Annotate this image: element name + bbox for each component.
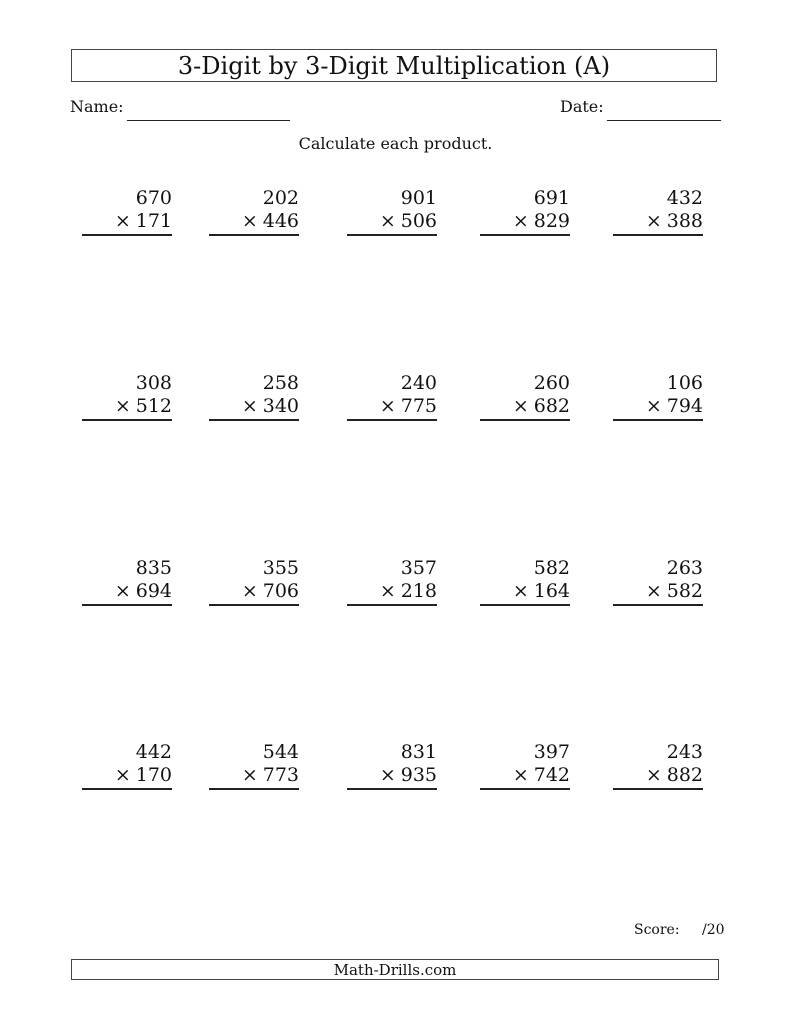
multiplier: 170 [135,764,172,786]
problem-14 [480,557,570,606]
multiplier-row [613,764,703,790]
multiplier: 218 [400,580,437,602]
multiplier: 706 [262,580,299,602]
multiplier: 446 [262,210,299,232]
times-operator: × [645,210,662,232]
problem-15 [613,557,703,606]
multiplier-row [209,395,299,421]
multiplicand: 357 [400,557,437,579]
multiplicand: 397 [533,741,570,763]
times-operator: × [114,210,131,232]
problem-12 [209,557,299,606]
problem-20 [613,741,703,790]
multiplier: 882 [666,764,703,786]
multiplier-row [347,395,437,421]
multiplier-row [480,580,570,606]
times-operator: × [241,210,258,232]
footer [71,959,719,980]
date-blank-line [607,120,721,121]
problem-3 [347,187,437,236]
problem-10 [613,372,703,421]
times-operator: × [512,395,529,417]
multiplicand: 243 [666,741,703,763]
problem-4 [480,187,570,236]
problem-18 [347,741,437,790]
multiplicand: 258 [262,372,299,394]
times-operator: × [114,580,131,602]
multiplier: 935 [400,764,437,786]
worksheet-title [71,49,717,82]
problem-5 [613,187,703,236]
score-area [634,922,725,938]
times-operator: × [241,764,258,786]
problem-17 [209,741,299,790]
multiplier: 742 [533,764,570,786]
date-label: Date: [560,97,604,116]
multiplier-row [347,580,437,606]
multiplier: 775 [400,395,437,417]
footer-text: Math-Drills.com [333,960,457,979]
times-operator: × [645,395,662,417]
multiplicand: 355 [262,557,299,579]
multiplier-row [613,395,703,421]
multiplicand: 835 [135,557,172,579]
problem-6 [82,372,172,421]
problem-2 [209,187,299,236]
multiplier-row [82,764,172,790]
name-blank-line [127,120,290,121]
times-operator: × [241,395,258,417]
times-operator: × [114,395,131,417]
problem-8 [347,372,437,421]
instructions: Calculate each product. [298,134,493,153]
problem-1 [82,187,172,236]
multiplicand: 432 [666,187,703,209]
multiplier-row [480,210,570,236]
multiplicand: 240 [400,372,437,394]
multiplicand: 901 [400,187,437,209]
times-operator: × [645,764,662,786]
times-operator: × [512,764,529,786]
multiplier-row [613,580,703,606]
multiplier-row [209,210,299,236]
multiplier: 694 [135,580,172,602]
problem-11 [82,557,172,606]
multiplicand: 544 [262,741,299,763]
multiplier: 340 [262,395,299,417]
worksheet-title-text: 3-Digit by 3-Digit Multiplication (A) [177,51,611,80]
multiplier: 773 [262,764,299,786]
times-operator: × [241,580,258,602]
multiplier: 682 [533,395,570,417]
multiplier-row [82,395,172,421]
times-operator: × [379,210,396,232]
multiplicand: 831 [400,741,437,763]
times-operator: × [512,580,529,602]
multiplier-row [209,764,299,790]
multiplier-row [480,764,570,790]
problem-19 [480,741,570,790]
times-operator: × [379,580,396,602]
times-operator: × [645,580,662,602]
multiplier: 582 [666,580,703,602]
multiplier-row [480,395,570,421]
multiplicand: 263 [666,557,703,579]
problem-9 [480,372,570,421]
multiplicand: 582 [533,557,570,579]
times-operator: × [379,395,396,417]
problem-16 [82,741,172,790]
times-operator: × [114,764,131,786]
multiplicand: 691 [533,187,570,209]
multiplier: 164 [533,580,570,602]
multiplier-row [347,764,437,790]
multiplier-row [347,210,437,236]
multiplicand: 106 [666,372,703,394]
multiplier: 794 [666,395,703,417]
multiplier: 506 [400,210,437,232]
multiplier-row [209,580,299,606]
multiplier: 171 [135,210,172,232]
multiplier-row [82,210,172,236]
multiplier-row [613,210,703,236]
multiplicand: 442 [135,741,172,763]
multiplicand: 202 [262,187,299,209]
times-operator: × [379,764,396,786]
multiplicand: 308 [135,372,172,394]
problem-7 [209,372,299,421]
multiplicand: 260 [533,372,570,394]
problem-13 [347,557,437,606]
times-operator: × [512,210,529,232]
multiplicand: 670 [135,187,172,209]
multiplier: 829 [533,210,570,232]
score-total: /20 [702,922,725,938]
name-label: Name: [70,97,124,116]
score-label: Score: [634,922,680,938]
multiplier: 388 [666,210,703,232]
multiplier: 512 [135,395,172,417]
multiplier-row [82,580,172,606]
